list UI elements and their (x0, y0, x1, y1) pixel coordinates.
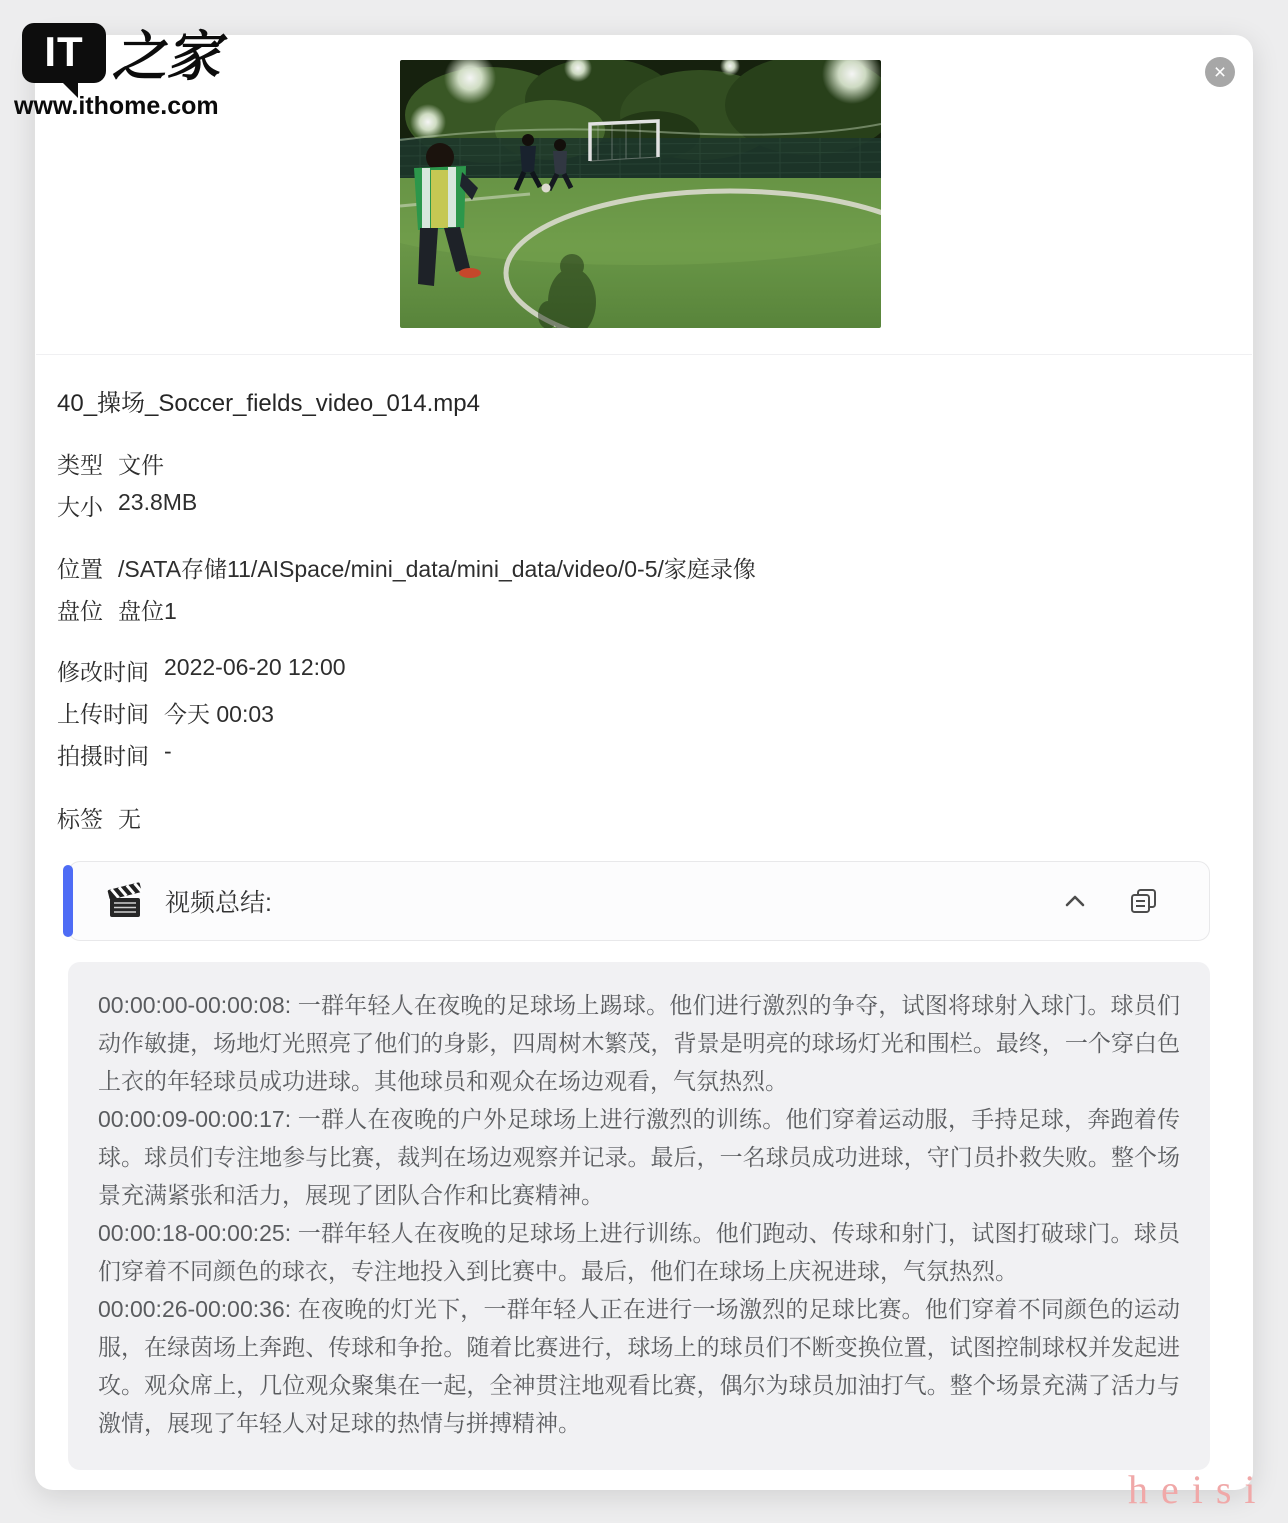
copy-summary-button[interactable] (1125, 884, 1161, 920)
heisi-watermark: heisi (1128, 1467, 1269, 1512)
detail-value: - (164, 738, 172, 764)
summary-accent-bar (63, 865, 73, 937)
detail-row-size (57, 489, 197, 522)
detail-value: 23.8MB (118, 489, 198, 515)
detail-value: 2022-06-20 12:00 (164, 654, 346, 680)
detail-value: 盘位1 (118, 598, 177, 624)
summary-paragraph: 00:00:00-00:00:08: 一群年轻人在夜晚的足球场上踢球。他们进行激烈的争夺，试图将球射入球门。球员们动作敏捷，场地灯光照亮了他们的身影，四周树木繁茂，背景是明亮的球场灯光和围栏。最终，一个穿白色上衣的年轻球员成功进球。其他球员和观众在场边观看，气氛热烈。 (98, 992, 1180, 1094)
detail-label: 类型 (57, 452, 103, 478)
detail-label: 修改时间 (57, 659, 149, 685)
summary-paragraph: 00:00:26-00:00:36: 在夜晚的灯光下，一群年轻人正在进行一场激烈的足球比赛。他们穿着不同颜色的运动服，在绿茵场上奔跑、传球和争抢。随着比赛进行，球场上的球员们不断变换位置，试图控制球权并发起进攻。观众席上，几位观众聚集在一起，全神贯注地观看比赛，偶尔为球员加油打气。整个场景充满了活力与激情，展现了年轻人对足球的热情与拼搏精神。 (98, 1296, 1180, 1436)
detail-row-type (57, 447, 164, 480)
ithome-logo (0, 0, 220, 130)
detail-label: 标签 (57, 806, 103, 832)
detail-value: 无 (118, 806, 141, 832)
video-summary-text (68, 962, 1210, 1470)
detail-row-disk-slot (57, 593, 177, 626)
detail-label: 位置 (57, 556, 103, 582)
soccer-field-illustration (400, 60, 881, 328)
video-summary-header (68, 861, 1210, 941)
summary-title: 视频总结: (165, 889, 272, 917)
detail-row-tags (57, 801, 141, 834)
detail-label: 上传时间 (57, 701, 149, 727)
ithome-logo-it: IT (22, 23, 106, 83)
detail-label: 盘位 (57, 598, 103, 624)
detail-value: 今天 00:03 (164, 701, 274, 727)
detail-value: 文件 (118, 452, 164, 478)
file-name: 40_操场_Soccer_fields_video_014.mp4 (57, 390, 480, 417)
detail-row-capture-time (57, 738, 172, 771)
collapse-summary-button[interactable] (1057, 884, 1093, 920)
detail-row-location (57, 551, 756, 584)
detail-label: 大小 (57, 494, 103, 520)
close-button[interactable] (1205, 57, 1235, 87)
summary-paragraph: 00:00:18-00:00:25: 一群年轻人在夜晚的足球场上进行训练。他们跑动、传球和射门，试图打破球门。球员们穿着不同颜色的球衣，专注地投入到比赛中。最后，他们在球场上庆祝进球，气氛热烈。 (98, 1220, 1180, 1284)
clapperboard-icon (105, 882, 147, 920)
ithome-url: www.ithome.com (14, 92, 219, 120)
copy-icon (1125, 884, 1161, 920)
detail-label: 拍摄时间 (57, 743, 149, 769)
detail-row-upload-time (57, 696, 274, 729)
summary-paragraph: 00:00:09-00:00:17: 一群人在夜晚的户外足球场上进行激烈的训练。他们穿着运动服，手持足球，奔跑着传球。球员们专注地参与比赛，裁判在场边观察并记录。最后，一名球员成功进球，守门员扑救失败。整个场景充满紧张和活力，展现了团队合作和比赛精神。 (98, 1106, 1180, 1208)
section-divider (36, 354, 1252, 355)
video-thumbnail[interactable] (400, 60, 881, 328)
chevron-up-icon (1057, 884, 1093, 920)
detail-value: /SATA存储11/AISpace/mini_data/mini_data/video/0-5/家庭录像 (118, 556, 756, 582)
ithome-logo-zhijia: 之家 (112, 27, 220, 87)
close-icon: × (1213, 60, 1227, 84)
detail-row-modified-time (57, 654, 346, 687)
